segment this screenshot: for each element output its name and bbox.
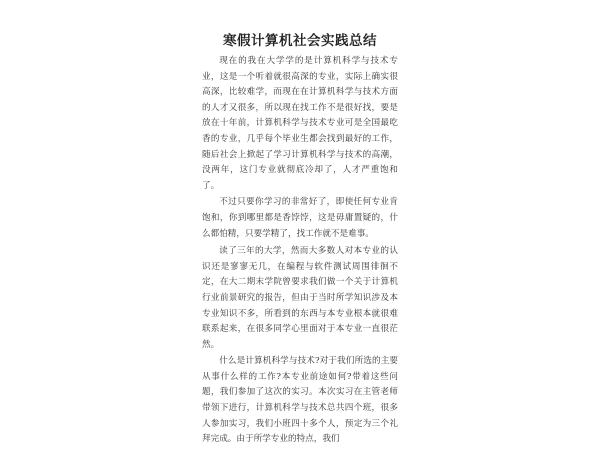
- document-title: 寒假计算机社会实践总结: [223, 33, 377, 49]
- document-body: [202, 54, 398, 449]
- paragraph-4: 什么是计算机科学与技术?对于我们所选的主要从事什么样的工作?本专业前途如何?带着这些问题，我们参加了这次的实习。本次实习在主管老师带领下进行，计算机科学与技术总共四个班，很多人参加实习，我们小班四十多个人，预定为三个礼拜完成。由于所学专业的特点，我们: [202, 356, 398, 445]
- paragraph-2: 不过只要你学习的非常好了，即使任何专业肯饱和，你到哪里都是香饽饽，这是毋庸置疑的，什么都怕精，只要学精了，找工作就不是难事。: [202, 197, 398, 239]
- paragraph-3: 读了三年的大学，然而大多数人对本专业的认识还是寥寥无几，在编程与软件测试周围徘徊不定，在大二期末学院曾要求我们做一个关于计算机行业前景研究的报告，但由于当时所学知识涉及本专业知识不多，所看到的东西与本专业根本就很难联系起来，在很多同学心里面对于本专业一直很茫然。: [202, 246, 398, 350]
- paragraph-1: 现在的我在大学学的是计算机科学与技术专业，这是一个听着就很高深的专业，实际上确实很高深，比较难学，而现在在计算机科学与技术方面的人才又很多，所以现在找工作不是很好找，要是放在十年前，计算机科学与技术专业可是全国最吃香的专业，几乎每个毕业生都会找到最好的工作，随后社会上掀起了学习计算机科学与技术的高潮，没两年，这门专业就彻底冷却了，人才严重饱和了。: [202, 56, 398, 191]
